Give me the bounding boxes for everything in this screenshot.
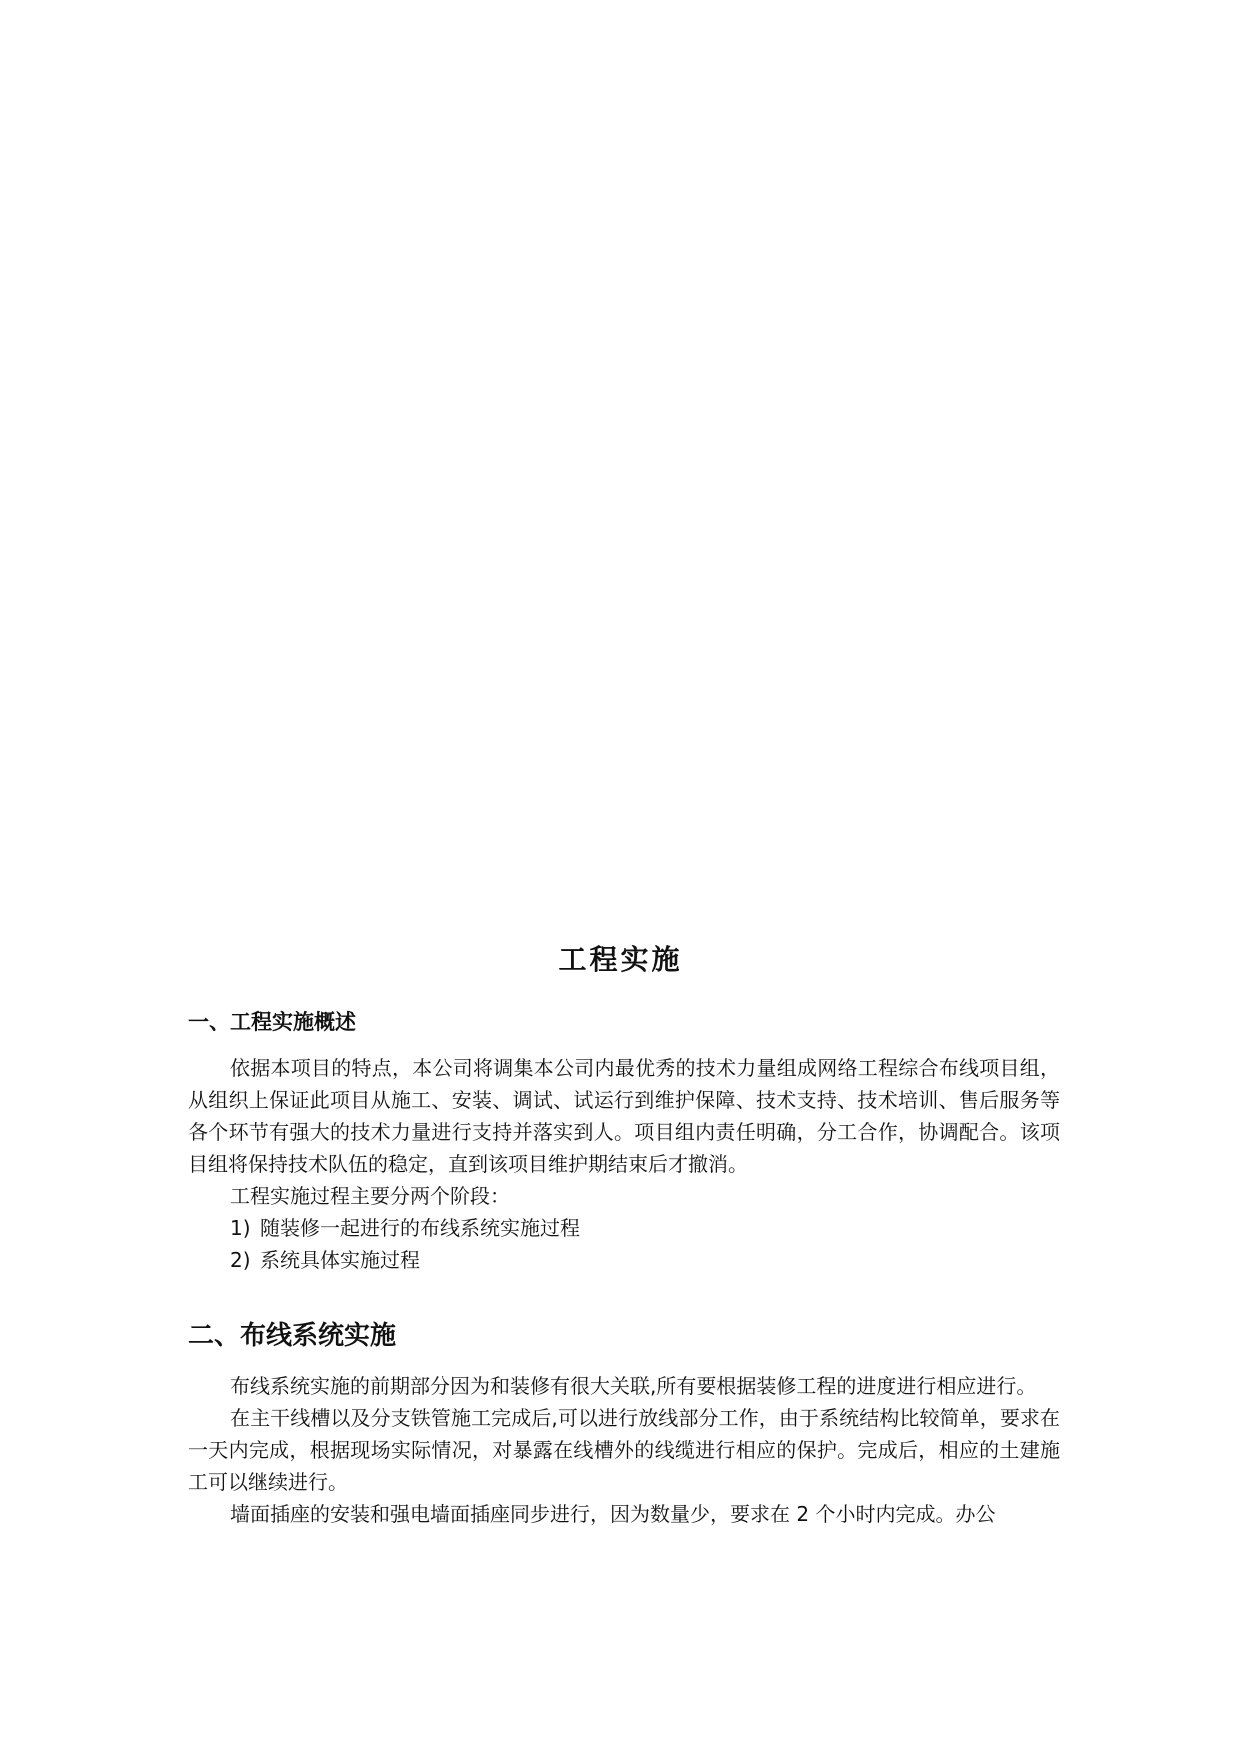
- document-title: 工程实施: [558, 943, 683, 976]
- section-1: [188, 1006, 1060, 1276]
- section-2: [188, 1318, 1060, 1530]
- paragraph: 在主干线槽以及分支铁管施工完成后,可以进行放线部分工作，由于系统结构比较简单，要求在一天内完成，根据现场实际情况，对暴露在线槽外的线缆进行相应的保护。完成后，相应的土建施工可以继续进行。: [188, 1406, 1060, 1494]
- list-item: [188, 1212, 1060, 1244]
- list-text: 系统具体实施过程: [260, 1248, 420, 1272]
- section-heading: 一、工程实施概述: [188, 1010, 356, 1034]
- list-number: 2): [230, 1248, 251, 1272]
- section-heading: 二、布线系统实施: [188, 1321, 397, 1351]
- list-item: [188, 1244, 1060, 1276]
- list-number: 1): [230, 1216, 251, 1240]
- list-text: 随装修一起进行的布线系统实施过程: [260, 1216, 580, 1240]
- paragraph: 墙面插座的安装和强电墙面插座同步进行，因为数量少，要求在 2 个小时内完成。办公: [230, 1502, 996, 1526]
- paragraph: 依据本项目的特点，本公司将调集本公司内最优秀的技术力量组成网络工程综合布线项目组，从组织上保证此项目从施工、安装、调试、试运行到维护保障、技术支持、技术培训、售后服务等各个环节有强大的技术力量进行支持并落实到人。项目组内责任明确，分工合作，协调配合。该项目组将保持技术队伍的稳定，直到该项目维护期结束后才撤消。: [188, 1056, 1060, 1176]
- paragraph: 布线系统实施的前期部分因为和装修有很大关联,所有要根据装修工程的进度进行相应进行。: [230, 1374, 1037, 1398]
- paragraph: 工程实施过程主要分两个阶段：: [230, 1184, 510, 1208]
